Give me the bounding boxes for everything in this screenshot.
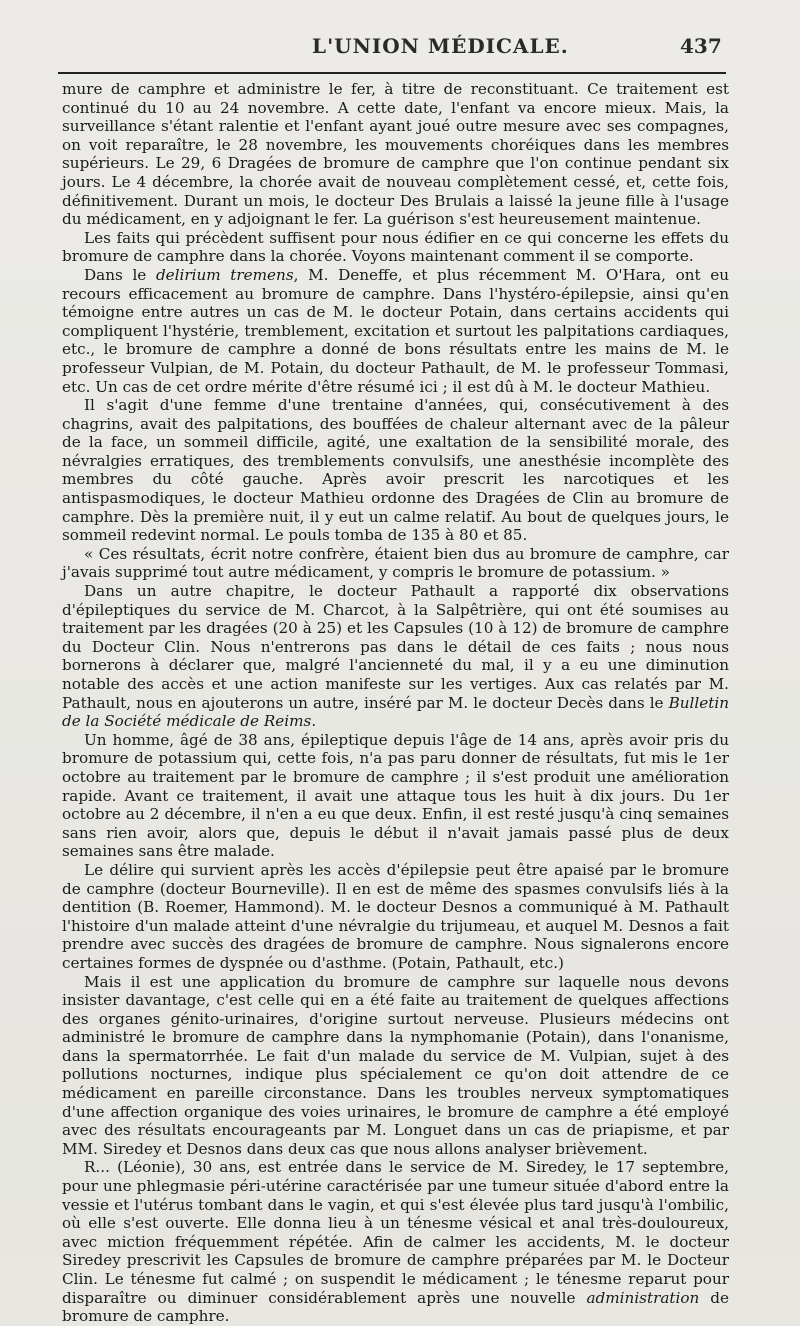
paragraph-text: . <box>311 712 317 731</box>
paragraph: Le délire qui survient après les accès d'épilepsie peut être apaisé par le bromure de camphre (docteur Bourneville). Il en est de même des spasmes convulsifs liés à la dentition (B. Roemer, Hammond). M. le docteur Desnos a communiqué à M. Pathault l'histoire d'un malade atteint d'une névralgie du trijumeau, et auquel M. Desnos a fait prendre avec succès des dragées de bromure de camphre. Nous signalerons encore certaines formes de dyspnée ou d'asthme. (Potain, Pathault, etc.) <box>62 860 729 972</box>
paragraph <box>62 1158 729 1325</box>
page-header <box>0 34 800 64</box>
paragraph: Il s'agit d'une femme d'une trentaine d'années, qui, consécutivement à des chagrins, avait des palpitations, des bouffées de chaleur alternant avec de la pâleur de la face, un sommeil difficile, agité, une exaltation de la sensibilité morale, des névralgies erratiques, des tremblements convulsifs, une anesthésie incomplète des membres du côté gauche. Après avoir prescrit les narcotiques et les antispasmodiques, le docteur Mathieu ordonne des Dragées de Clin au bromure de camphre. Dès la première nuit, il y eut un calme relatif. Au bout de quelques jours, le sommeil redevint normal. Le pouls tomba de 135 à 80 et 85. <box>62 396 729 545</box>
running-title: L'UNION MÉDICALE. <box>312 34 569 58</box>
italic-term: delirium tremens <box>155 265 294 284</box>
body-text <box>62 80 729 1326</box>
paragraph: Un homme, âgé de 38 ans, épileptique depuis l'âge de 14 ans, après avoir pris du bromure de potassium qui, cette fois, n'a pas paru donner de résultats, fut mis le 1er octobre au traitement par le bromure de camphre ; il s'est produit une amélioration rapide. Avant ce traitement, il avait une attaque tous les huit à dix jours. Du 1er octobre au 2 décembre, il n'en a eu que deux. Enfin, il est resté jusqu'à cinq semaines sans rien avoir, alors que, depuis le début il n'avait jamais passé plus de deux semaines sans être malade. <box>62 730 729 861</box>
paragraph <box>62 266 729 396</box>
paragraph-text: de bromure de camphre. <box>62 1288 729 1326</box>
paragraph-text: Dans un autre chapitre, le docteur Pathault a rapporté dix observations d'épileptiques du service de M. Charcot, à la Salpêtrière, qui ont été soumises au traitement par les dragées (20 à 25) et les Capsules (10 à 12) de bromure de camphre du Docteur Clin. Nous n'entrerons pas dans le détail de ces faits ; nous nous bornerons à déclarer que, malgré l'ancienneté du mal, il y a eu une diminution notable des accès et une action manifeste sur les vertiges. Aux cas relatés par M. Pathault, nous en ajouterons un autre, inséré par M. le docteur Decès dans le <box>62 582 729 712</box>
paragraph: Mais il est une application du bromure de camphre sur laquelle nous devons insister davantage, c'est celle qui en a été faite au traitement de quelques affections des organes génito-urinaires, d'origine surtout nerveuse. Plusieurs médecins ont administré le bromure de camphre dans la nymphomanie (Potain), dans l'onanisme, dans la spermatorrhée. Le fait d'un malade du service de M. Vulpian, sujet à des pollutions nocturnes, indique plus spécialement ce qu'on doit attendre de ce médicament en pareille circonstance. Dans les troubles nerveux symptomatiques d'une affection organique des voies urinaires, le bromure de camphre a été employé avec des résultats encourageants par M. Longuet dans un cas de priapisme, et par MM. Siredey et Desnos dans deux cas que nous allons analyser brièvement. <box>62 972 729 1158</box>
page-number: 437 <box>680 34 722 58</box>
paragraph: « Ces résultats, écrit notre confrère, étaient bien dus au bromure de camphre, car j'avais supprimé tout autre médicament, y compris le bromure de potassium. » <box>62 544 729 582</box>
paragraph-text: , M. Deneffe, et plus récemment M. O'Hara, ont eu recours efficacement au bromure de camphre. Dans l'hystéro-épilepsie, ainsi qu'en témoigne entre autres un cas de M. le docteur Potain, dans certains accidents qui compliquent l'hystérie, tremblement, excitation et surtout les palpitations cardiaques, etc., le bromure de camphre a donné de bons résultats entre les mains de M. le professeur Vulpian, de M. Potain, du docteur Pathault, de M. le professeur Tommasi, etc. Un cas de cet ordre mérite d'être résumé ici ; il est dû à M. le docteur Mathieu. <box>62 265 730 396</box>
paragraph: mure de camphre et administre le fer, à titre de reconstituant. Ce traitement est continué du 10 au 24 novembre. A cette date, l'enfant va encore mieux. Mais, la surveillance s'étant ralentie et l'enfant ayant joué outre mesure avec ses compagnes, on voit reparaître, le 28 novembre, les mouvements choréiques dans les membres supérieurs. Le 29, 6 Dragées de bromure de camphre que l'on continue pendant six jours. Le 4 décembre, la chorée avait de nouveau complètement cessé, et, cette fois, définitivement. Durant un mois, le docteur Des Brulais a laissé la jeune fille à l'usage du médicament, en y adjoignant le fer. La guérison s'est heureusement maintenue. <box>62 80 729 229</box>
paragraph: Les faits qui précèdent suffisent pour nous édifier en ce qui concerne les effets du bromure de camphre dans la chorée. Voyons maintenant comment il se comporte. <box>62 228 729 266</box>
header-rule <box>58 72 726 74</box>
italic-term: administration <box>586 1288 700 1307</box>
paragraph-text: Dans le <box>84 265 156 284</box>
paragraph-text: R... (Léonie), 30 ans, est entrée dans le service de M. Siredey, le 17 septembre, pour une phlegmasie péri-utérine caractérisée par une tumeur située d'abord entre la vessie et l'utérus tombant dans le vagin, et qui s'est élevée plus tard jusqu'à l'ombilic, où elle s'est ouverte. Elle donna lieu à un ténesme vésical et anal très-douloureux, avec miction fréquemment répétée. Afin de calmer les accidents, M. le docteur Siredey prescrivit les Capsules de bromure de camphre préparées par M. le Docteur Clin. Le ténesme fut calmé ; on suspendit le médicament ; le ténesme reparut pour disparaître ou diminuer considérablement après une nouvelle <box>62 1158 729 1307</box>
paragraph <box>62 582 729 731</box>
italic-title: Bulletin de la Société médicale de Reims <box>62 693 729 731</box>
